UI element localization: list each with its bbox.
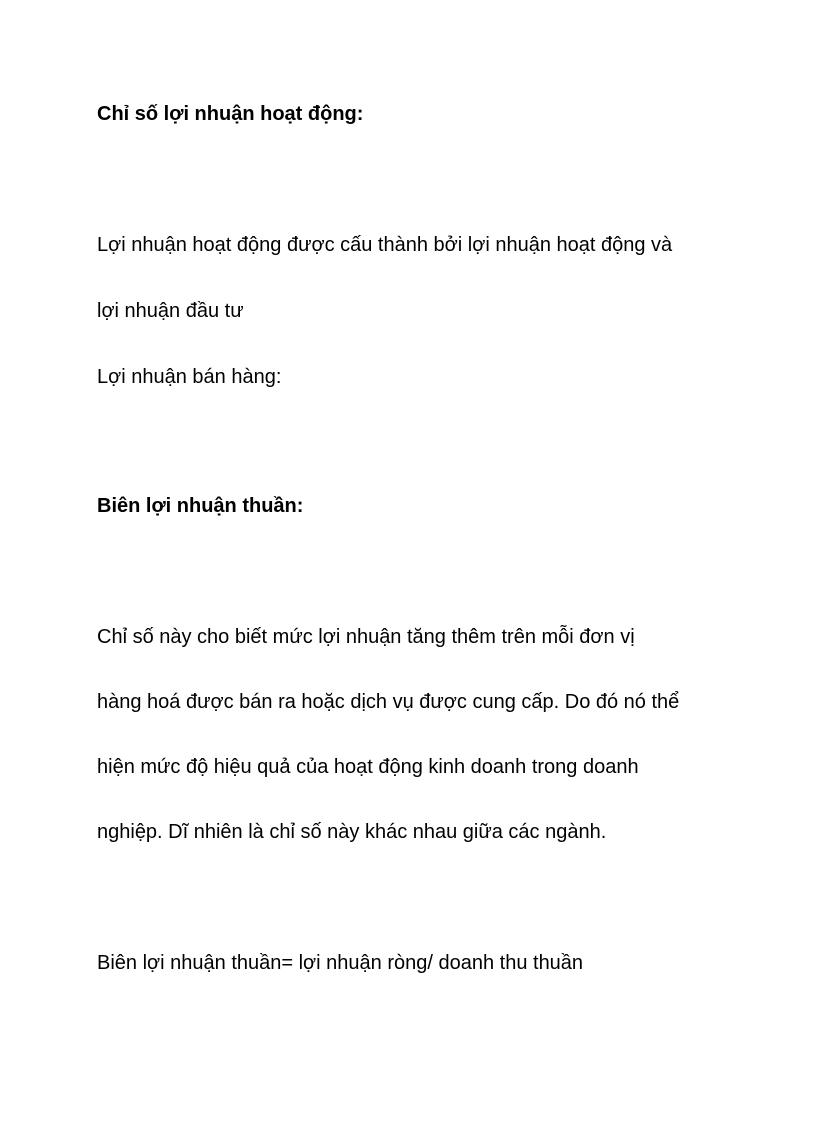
net-profit-margin-paragraph-line-3: hiện mức độ hiệu quả của hoạt động kinh doanh trong doanh xyxy=(97,756,639,778)
operating-profit-heading: Chỉ số lợi nhuận hoạt động: xyxy=(97,103,364,125)
net-profit-margin-heading: Biên lợi nhuận thuần: xyxy=(97,495,304,517)
sales-profit-label: Lợi nhuận bán hàng: xyxy=(97,366,282,388)
operating-profit-paragraph-line-1: Lợi nhuận hoạt động được cấu thành bởi lợi nhuận hoạt động và xyxy=(97,234,673,256)
operating-profit-paragraph-line-2: lợi nhuận đầu tư xyxy=(97,300,244,322)
net-profit-margin-formula: Biên lợi nhuận thuần= lợi nhuận ròng/ doanh thu thuần xyxy=(97,952,584,974)
net-profit-margin-paragraph-line-2: hàng hoá được bán ra hoặc dịch vụ được cung cấp. Do đó nó thể xyxy=(97,691,680,713)
net-profit-margin-paragraph-line-4: nghiệp. Dĩ nhiên là chỉ số này khác nhau giữa các ngành. xyxy=(97,821,607,843)
net-profit-margin-paragraph-line-1: Chỉ số này cho biết mức lợi nhuận tăng thêm trên mỗi đơn vị xyxy=(97,626,635,648)
